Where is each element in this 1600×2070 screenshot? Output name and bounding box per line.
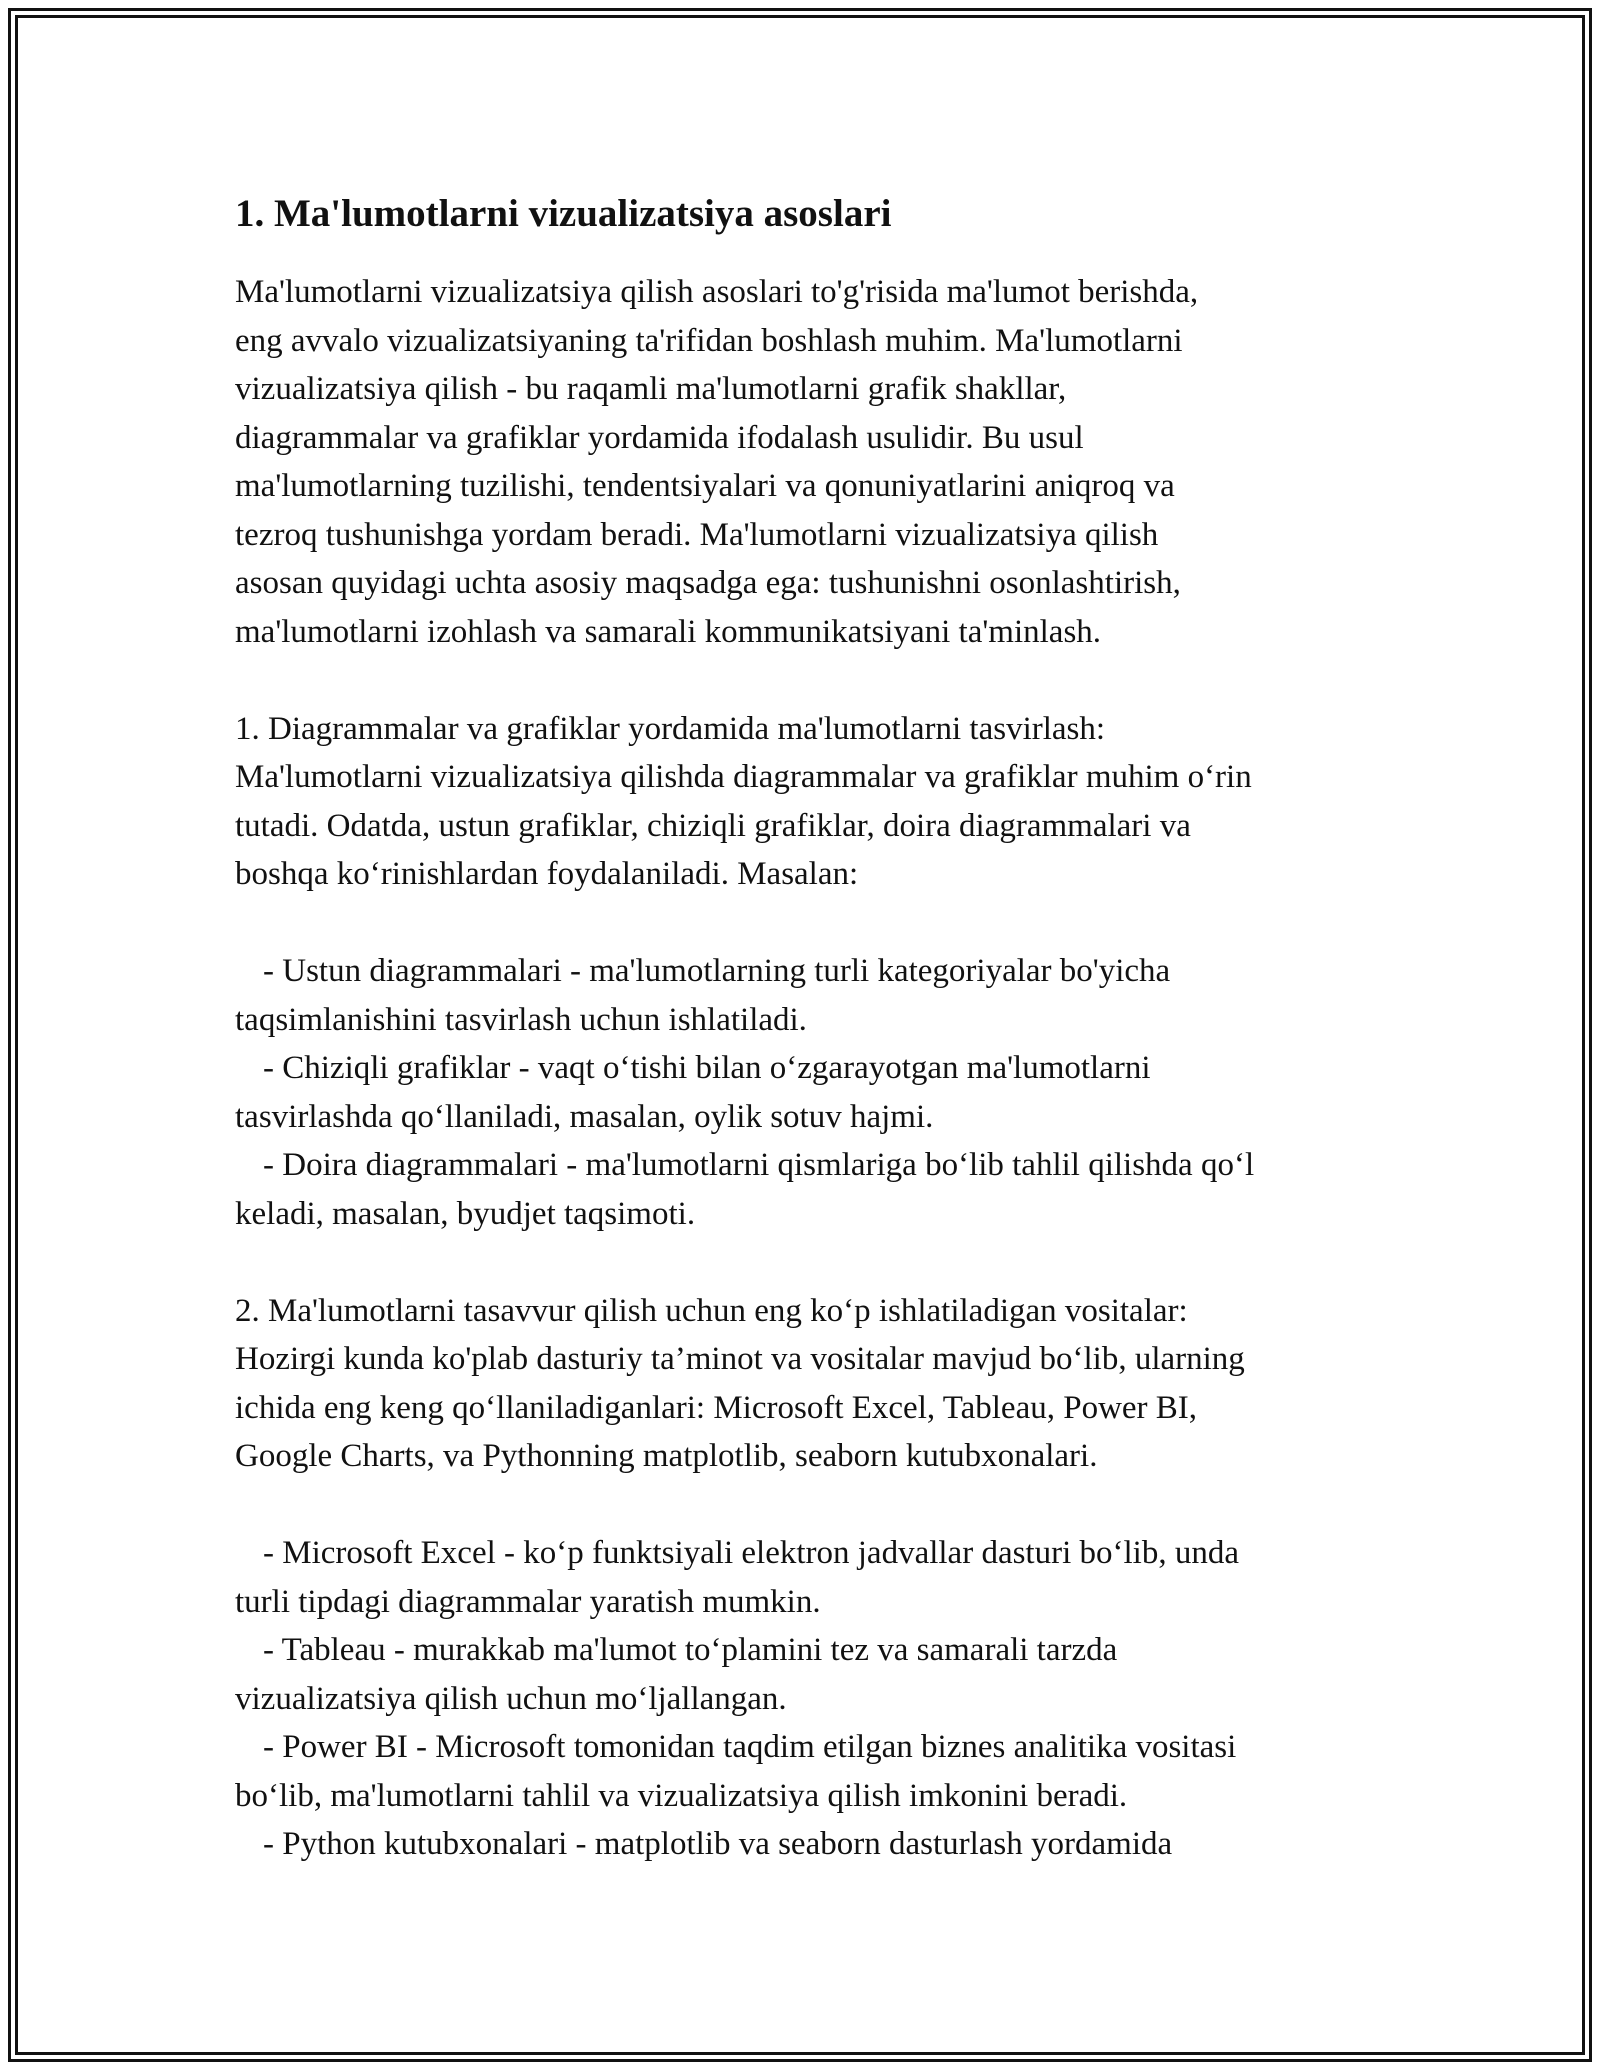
list-item-line: tasvirlashda qo‘llaniladi, masalan, oylik sotuv hajmi. bbox=[235, 1098, 934, 1135]
section-heading: 1. Diagrammalar va grafiklar yordamida ma'lumotlarni tasvirlash: bbox=[235, 710, 1106, 747]
text-line: Ma'lumotlarni vizualizatsiya qilishda diagrammalar va grafiklar muhim o‘rin bbox=[235, 759, 1252, 795]
list-item-line: - Power BI - Microsoft tomonidan taqdim etilgan biznes analitika vositasi bbox=[263, 1729, 1237, 1765]
paragraph-gap bbox=[235, 1238, 1385, 1287]
intro-paragraph bbox=[235, 268, 1385, 656]
paragraph-gap bbox=[235, 899, 1385, 948]
list-item-line: - Doira diagrammalari - ma'lumotlarni qismlariga bo‘lib tahlil qilishda qo‘l bbox=[263, 1147, 1255, 1183]
list-item-line: vizualizatsiya qilish uchun mo‘ljallangan. bbox=[235, 1680, 787, 1717]
list-item bbox=[235, 1529, 1385, 1626]
text-line: Ma'lumotlarni vizualizatsiya qilish asoslari to'g'risida ma'lumot berishda, bbox=[235, 274, 1199, 310]
list-item bbox=[235, 1820, 1385, 1869]
text-line: asosan quyidagi uchta asosiy maqsadga ega: tushunishni osonlashtirish, bbox=[235, 565, 1181, 601]
text-line: tutadi. Odatda, ustun grafiklar, chiziqli grafiklar, doira diagrammalari va bbox=[235, 807, 1191, 844]
list-item bbox=[235, 1141, 1385, 1238]
page-title: 1. Ma'lumotlarni vizualizatsiya asoslari bbox=[235, 192, 892, 235]
text-line: eng avvalo vizualizatsiyaning ta'rifidan boshlash muhim. Ma'lumotlarni bbox=[235, 322, 1183, 359]
text-line: Google Charts, va Pythonning matplotlib, seaborn kutubxonalari. bbox=[235, 1438, 1098, 1474]
text-line: ma'lumotlarning tuzilishi, tendentsiyalari va qonuniyatlarini aniqroq va bbox=[235, 468, 1175, 504]
list-item-line: taqsimlanishini tasvirlash uchun ishlatiladi. bbox=[235, 1001, 807, 1038]
text-line: Hozirgi kunda ko'plab dasturiy ta’minot va vositalar mavjud bo‘lib, ularning bbox=[235, 1341, 1245, 1377]
list-item-line: keladi, masalan, byudjet taqsimoti. bbox=[235, 1195, 696, 1232]
list-item-line: bo‘lib, ma'lumotlarni tahlil va vizualizatsiya qilish imkonini beradi. bbox=[235, 1777, 1128, 1814]
text-line: boshqa ko‘rinishlardan foydalaniladi. Masalan: bbox=[235, 856, 859, 892]
list-item-line: - Python kutubxonalari - matplotlib va seaborn dasturlash yordamida bbox=[263, 1826, 1173, 1862]
list-item bbox=[235, 1044, 1385, 1141]
text-line: tezroq tushunishga yordam beradi. Ma'lumotlarni vizualizatsiya qilish bbox=[235, 516, 1159, 553]
section-2 bbox=[235, 1287, 1385, 1869]
list-item-line: - Chiziqli grafiklar - vaqt o‘tishi bilan o‘zgarayotgan ma'lumotlarni bbox=[263, 1050, 1151, 1086]
list-item-line: - Tableau - murakkab ma'lumot to‘plamini tez va samarali tarzda bbox=[263, 1632, 1118, 1668]
section-1 bbox=[235, 705, 1385, 1239]
text-line: vizualizatsiya qilish - bu raqamli ma'lumotlarni grafik shakllar, bbox=[235, 371, 1067, 407]
paragraph-gap bbox=[235, 1481, 1385, 1530]
document-body bbox=[235, 188, 1385, 1869]
text-line: ichida eng keng qo‘llaniladiganlari: Microsoft Excel, Tableau, Power BI, bbox=[235, 1389, 1198, 1426]
list-item-line: - Ustun diagrammalari - ma'lumotlarning turli kategoriyalar bo'yicha bbox=[263, 953, 1171, 989]
list-item bbox=[235, 1723, 1385, 1820]
list-item bbox=[235, 1626, 1385, 1723]
list-item bbox=[235, 947, 1385, 1044]
list-item-line: - Microsoft Excel - ko‘p funktsiyali elektron jadvallar dasturi bo‘lib, unda bbox=[263, 1535, 1239, 1571]
text-line: ma'lumotlarni izohlash va samarali kommunikatsiyani ta'minlash. bbox=[235, 613, 1102, 650]
text-line: diagrammalar va grafiklar yordamida ifodalash usulidir. Bu usul bbox=[235, 419, 1084, 456]
list-item-line: turli tipdagi diagrammalar yaratish mumkin. bbox=[235, 1583, 821, 1620]
section-heading: 2. Ma'lumotlarni tasavvur qilish uchun eng ko‘p ishlatiladigan vositalar: bbox=[235, 1292, 1188, 1329]
paragraph-gap bbox=[235, 656, 1385, 705]
